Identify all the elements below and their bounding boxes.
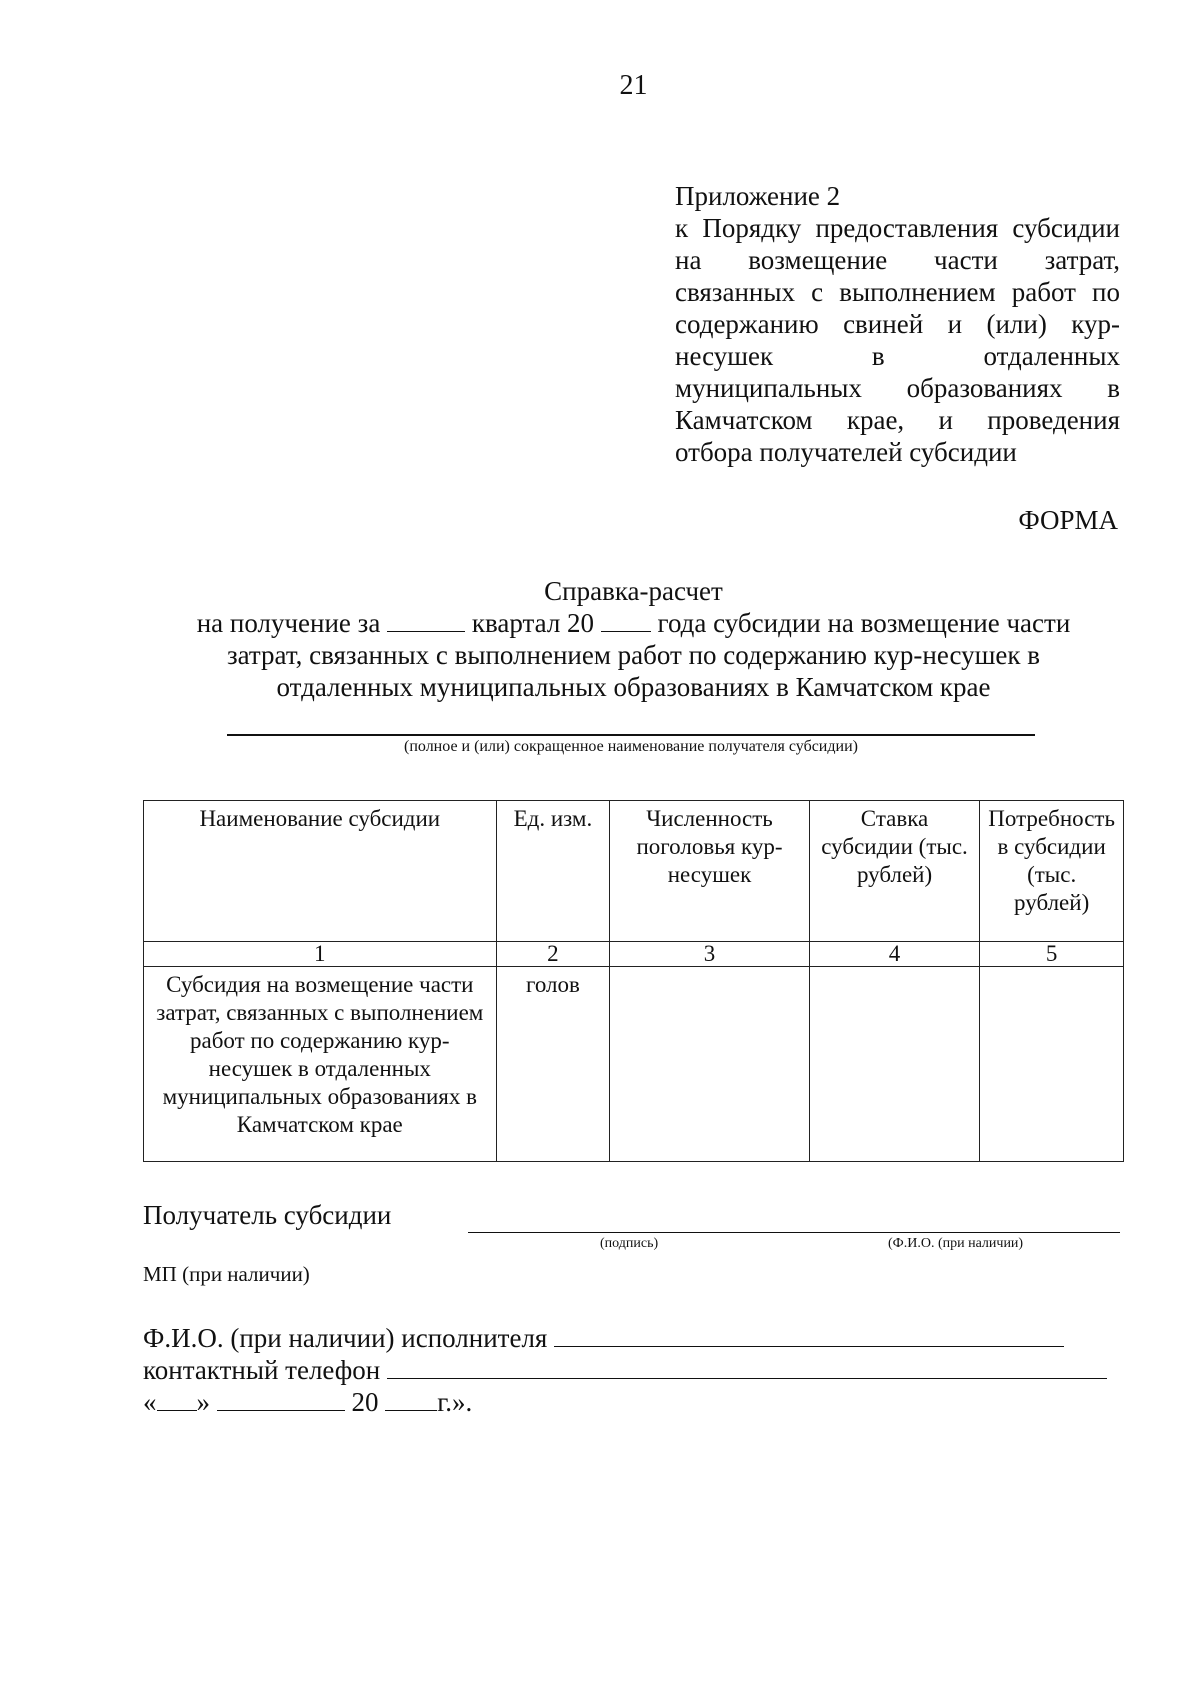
executor-blank[interactable] <box>554 1324 1064 1347</box>
recipient-name-line[interactable] <box>227 734 1035 736</box>
month-blank[interactable] <box>217 1388 345 1411</box>
column-number: 2 <box>496 942 610 967</box>
headcount-cell[interactable] <box>610 967 810 1162</box>
quarter-blank[interactable] <box>387 609 465 632</box>
heading-line-3: отдаленных муниципальных образованиях в Камчатском крае <box>276 672 991 702</box>
header-cell: Ед. изм. <box>496 801 610 942</box>
calculation-table <box>143 800 1124 1162</box>
fio-caption: (Ф.И.О. (при наличии) <box>888 1236 1024 1251</box>
header-cell: Ставка субсидии (тыс. рублей) <box>809 801 980 942</box>
subsidy-name-cell: Субсидия на возмещение части затрат, связанных с выполнением работ по содержанию кур-несушек в отдаленных муниципальных образованиях в Камчатском крае <box>144 967 497 1162</box>
table-number-row <box>144 942 1124 967</box>
column-number: 4 <box>809 942 980 967</box>
heading-line-1-part-a: на получение за <box>196 608 381 638</box>
document-title: Справка-расчет <box>544 576 723 606</box>
appendix-block <box>675 180 1120 468</box>
day-blank[interactable] <box>157 1388 197 1411</box>
phone-line <box>143 1354 1107 1386</box>
year-blank[interactable] <box>601 609 651 632</box>
header-cell: Численность поголовья кур-несушек <box>610 801 810 942</box>
table-header-row <box>144 801 1124 942</box>
signature-line[interactable] <box>468 1232 1120 1233</box>
heading-line-1-part-c: года субсидии на возмещение части <box>657 608 1071 638</box>
need-cell[interactable] <box>980 967 1124 1162</box>
signature-caption: (подпись) <box>600 1236 659 1251</box>
date-year-prefix: 20 <box>351 1387 379 1417</box>
date-line <box>143 1386 472 1418</box>
header-cell: Потребность в субсидии (тыс. рублей) <box>980 801 1124 942</box>
unit-cell: голов <box>496 967 610 1162</box>
column-number: 1 <box>144 942 497 967</box>
appendix-title: Приложение 2 <box>675 181 841 211</box>
column-number: 5 <box>980 942 1124 967</box>
date-year-blank[interactable] <box>385 1388 437 1411</box>
rate-cell[interactable] <box>809 967 980 1162</box>
form-label: ФОРМА <box>1018 505 1118 535</box>
phone-label: контактный телефон <box>143 1355 381 1385</box>
heading-line-1 <box>0 607 1200 639</box>
executor-line <box>143 1322 1064 1354</box>
stamp-label: МП (при наличии) <box>143 1262 310 1286</box>
phone-blank[interactable] <box>387 1356 1107 1379</box>
appendix-text: к Порядку предоставления субсидии на возмещение части затрат, связанных с выполнением работ по содержанию свиней и (или) кур-несушек в отдаленных муниципальных образованиях в Камчатском крае, и проведения отбора получателей субсидии <box>675 213 1120 467</box>
column-number: 3 <box>610 942 810 967</box>
date-close-quote: » <box>196 1387 210 1417</box>
table-row <box>144 967 1124 1162</box>
executor-label: Ф.И.О. (при наличии) исполнителя <box>143 1323 548 1353</box>
date-suffix: г.». <box>437 1387 473 1417</box>
recipient-label: Получатель субсидии <box>143 1200 392 1230</box>
heading-line-1-part-b: квартал 20 <box>471 608 595 638</box>
recipient-name-caption: (полное и (или) сокращенное наименование получателя субсидии) <box>404 738 858 755</box>
header-cell: Наименование субсидии <box>144 801 497 942</box>
heading-line-2: затрат, связанных с выполнением работ по содержанию кур-несушек в <box>226 640 1041 670</box>
date-open-quote: « <box>143 1387 157 1417</box>
page-number: 21 <box>619 70 648 101</box>
